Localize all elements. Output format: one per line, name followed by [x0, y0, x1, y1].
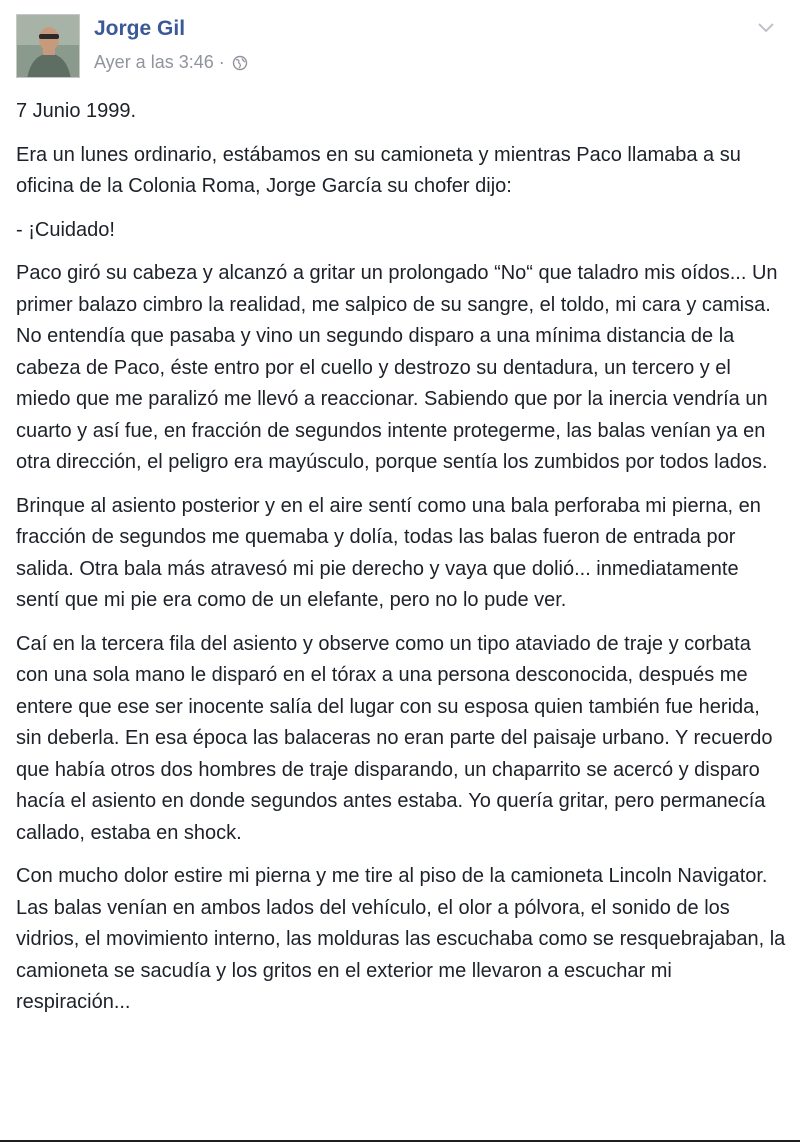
post-paragraph: Paco giró su cabeza y alcanzó a gritar un prolongado “No“ que taladro mis oídos... Un primer balazo cimbro la realidad, me salpico de su sangre, el toldo, mi cara y camisa. No entendía que pasaba y vino un segundo disparo a una mínima distancia de la cabeza de Paco, éste entro por el cuello y destrozo su dentadura, un tercero y el miedo que me paralizó me llevó a reaccionar. Sabiendo que por la inercia vendría un cuarto y así fue, en fracción de segundos intente protegerme, las balas venían ya en otra dirección, el peligro era mayúsculo, porque sentía los zumbidos por todos lados.: [16, 262, 778, 473]
post-body: [16, 96, 786, 1031]
post-paragraph: - ¡Cuidado!: [16, 218, 115, 241]
author-name[interactable]: Jorge Gil: [94, 17, 186, 40]
post-paragraph: Con mucho dolor estire mi pierna y me tire al piso de la camioneta Lincoln Navigator. Las balas venían en ambos lados del vehículo, el olor a pólvora, el sonido de los vidrios, el movimiento interno, las molduras las escuchaba como se resquebrajaban, la camioneta se sacudía y los gritos en el exterior me llevaron a escuchar mi respiración...: [16, 865, 786, 1013]
chevron-down-icon[interactable]: [756, 20, 776, 34]
globe-icon[interactable]: [232, 55, 248, 71]
avatar[interactable]: [16, 14, 80, 78]
post-paragraph: Brinque al asiento posterior y en el aire sentí como una bala perforaba mi pierna, en fracción de segundos me quemaba y dolía, todas las balas fueron de entrada por salida. Otra bala más atravesó mi pie derecho y vaya que dolió... inmediatamente sentí que mi pie era como de un elefante, pero no lo pude ver.: [16, 494, 761, 611]
meta-separator: ·: [218, 52, 225, 72]
post-paragraph: 7 Junio 1999.: [16, 100, 137, 122]
post-timestamp[interactable]: Ayer a las 3:46: [94, 52, 214, 72]
post-paragraph: Era un lunes ordinario, estábamos en su camioneta y mientras Paco llamaba a su oficina de la Colonia Roma, Jorge García su chofer dijo:: [16, 143, 741, 197]
post-header: [16, 14, 776, 80]
post-meta: [94, 52, 248, 73]
post-paragraph: Caí en la tercera fila del asiento y observe como un tipo ataviado de traje y corbata con una sola mano le disparó en el tórax a una persona desconocida, después me entere que ese ser inocente salía del lugar con su esposa quien también fue herida, sin deberla. En esa época las balaceras no eran parte del paisaje urbano. Y recuerdo que había otros dos hombres de traje disparando, un chaparrito se acercó y disparo hacía el asiento en donde segundos antes estaba. Yo quería gritar, pero permanecía callado, estaba en shock.: [16, 632, 773, 844]
